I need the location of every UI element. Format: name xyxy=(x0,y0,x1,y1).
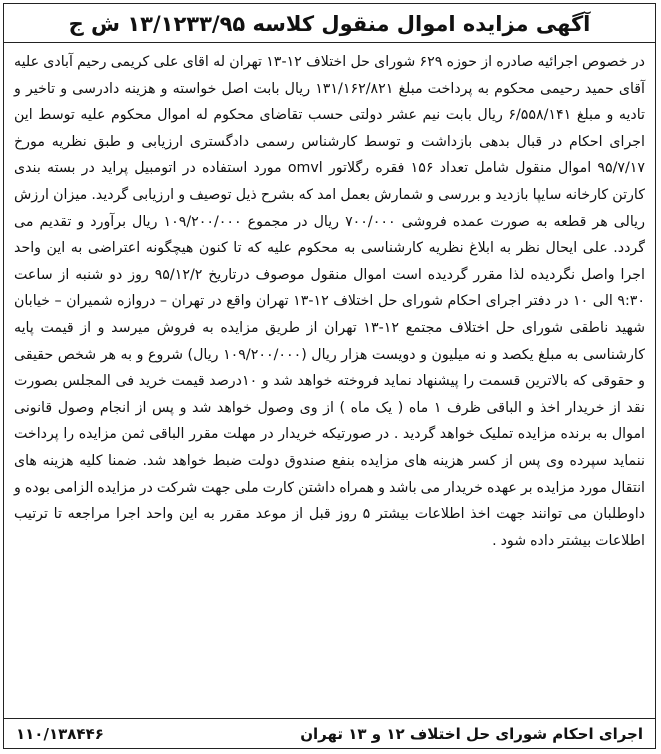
auction-notice xyxy=(3,3,656,749)
notice-title: آگهی مزایده اموال منقول کلاسه ۱۳/۱۲۳۳/۹۵ ش ج xyxy=(4,4,655,43)
issuer-name: اجرای احکام شورای حل اختلاف ۱۲ و ۱۳ تهران xyxy=(300,724,643,743)
notice-footer xyxy=(4,718,655,748)
notice-code: ۱۱۰/۱۳۸۴۴۶ xyxy=(16,724,104,743)
notice-body: در خصوص اجرائیه صادره از حوزه ۶۲۹ شورای حل اختلاف ۱۲-۱۳ تهران له اقای علی کریمی رحیم آبادی علیه آقای حمید رحیمی محکوم به پرداخت مبلغ ۱۳۱/۱۶۲/۸۲۱ ریال بابت اصل خواسته و هزینه دادرسی و تاخیر و تادیه و مبلغ ۶/۵۵۸/۱۴۱ ریال بابت نیم عشر دولتی حسب تقاضای محکوم له اموال محکوم علیه توسط این اجرای احکام در قبال بدهی بازداشت و توسط کارشناس رسمی دادگستری ارزیابی و طبق نظریه مورخ ۹۵/۷/۱۷ اموال منقول شامل تعداد ۱۵۶ فقره رگلاتور omvl مورد استفاده در اتومبیل پراید در بسته بندی کارتن کارخانه سایپا بازدید و بررسی و شمارش بعمل امد که بشرح ذیل توصیف و ارزیابی گردید. میزان ارزش ریالی هر قطعه به صورت عمده فروشی ۷۰۰/۰۰۰ ریال در مجموع ۱۰۹/۲۰۰/۰۰۰ ریال برآورد و تقدیم می گردد. علی ایحال نظر به ابلاغ نظریه کارشناسی به محکوم علیه که تا کنون هیچگونه اعتراضی به این واحد اجرا واصل نگردیده لذا مقرر گردیده است اموال منقول موصوف درتاریخ ۹۵/۱۲/۲ روز دو شنبه از ساعت ۹:۳۰ الی ۱۰ در دفتر اجرای احکام شورای حل اختلاف ۱۲-۱۳ تهران واقع در تهران – دروازه شمیران – خیابان شهید ناطقی شورای حل اختلاف مجتمع ۱۲-۱۳ تهران از طریق مزایده به فروش میرسد و از قیمت پایه کارشناسی به مبلغ یکصد و نه میلیون و دویست هزار ریال (۱۰۹/۲۰۰/۰۰۰ ریال) شروع و به هر شخص حقیقی و حقوقی که بالاترین قسمت را پیشنهاد نماید فروخته خواهد شد و ۱۰درصد قیمت خرید فی المجلس بصورت نقد از خریدار اخذ و الباقی ظرف ۱ ماه ( یک ماه ) از وی وصول خواهد شد و پس از انجام وصول قانونی اموال به برنده مزایده تملیک خواهد گردید . در صورتیکه خریدار در مهلت مقرر الباقی ثمن مزایده را پرداخت ننماید سپرده وی پس از کسر هزینه های مزایده بنفع صندوق دولت ضبط خواهد شد. ضمنا کلیه هزینه های انتقال مورد مزایده بر عهده خریدار می باشد و همراه داشتن کارت ملی جهت شرکت در مزایده الزامی بوده و داوطلبان می توانند جهت اخذ اطلاعات بیشتر ۵ روز قبل از موعد مقرر به این واحد اجرا مراجعه تا ترتیب اطلاعات بیشتر داده شود . xyxy=(14,54,646,549)
